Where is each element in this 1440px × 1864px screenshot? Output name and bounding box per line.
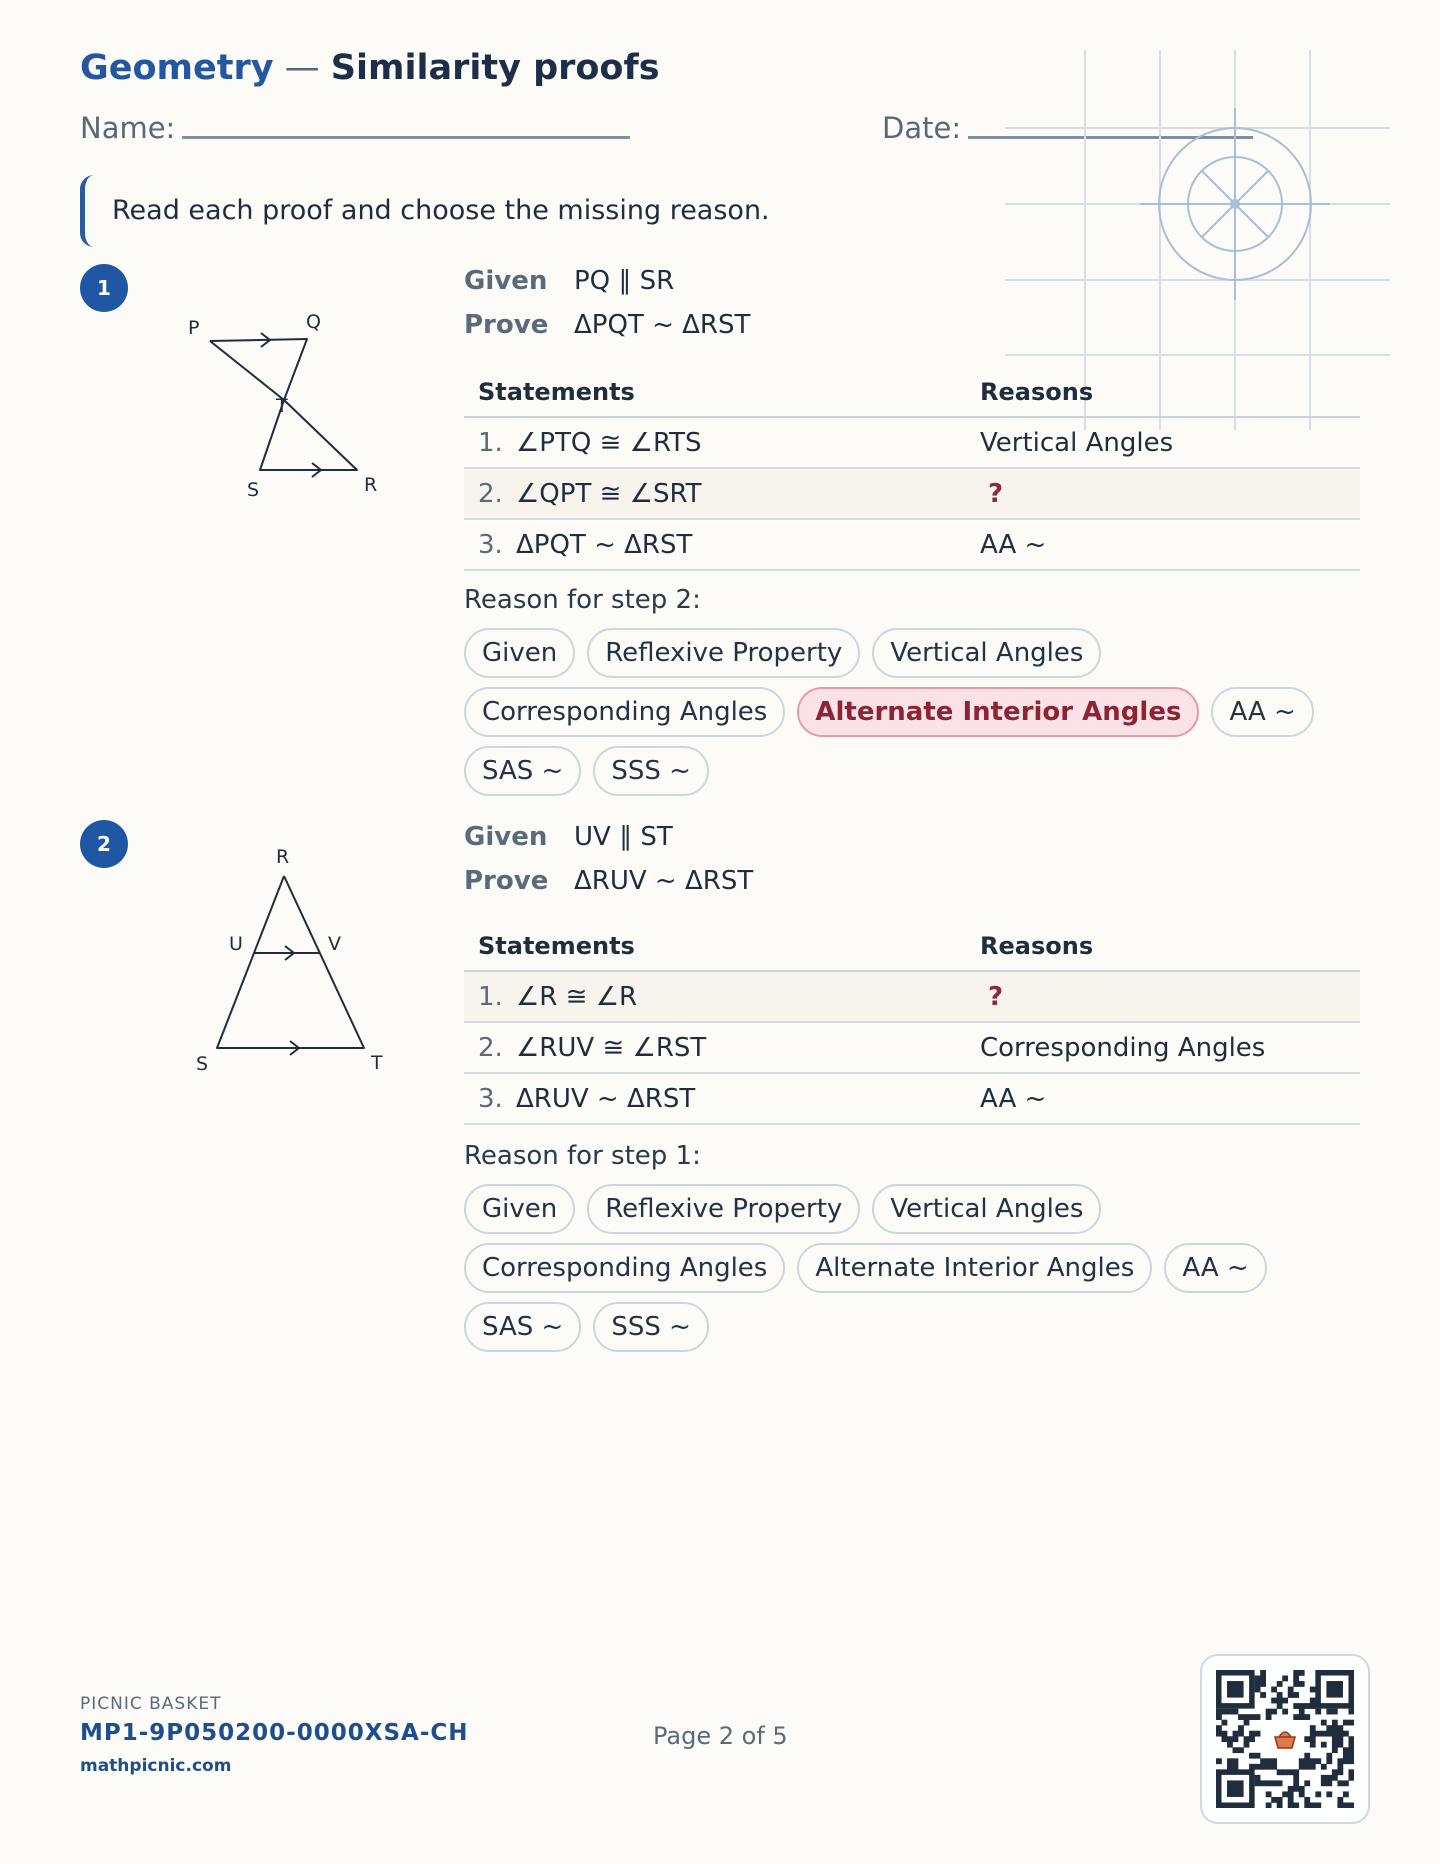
qr-code <box>1200 1654 1370 1824</box>
vertex-label-q: Q <box>306 311 321 333</box>
choice-sss-similarity[interactable]: SSS ~ <box>593 746 709 796</box>
page-title <box>80 48 660 88</box>
table-row <box>464 417 1360 468</box>
step-number: 2. <box>464 468 516 519</box>
step-number: 2. <box>464 1022 516 1073</box>
page-number: Page 2 of 5 <box>653 1722 788 1750</box>
proof-table <box>464 368 1360 571</box>
vertex-label-r: R <box>364 474 378 496</box>
subject-label: Geometry <box>80 48 274 88</box>
statement-cell: ΔPQT ~ ΔRST <box>516 519 966 570</box>
choice-vertical-angles[interactable]: Vertical Angles <box>872 1184 1101 1234</box>
table-row <box>464 468 1360 519</box>
choice-sas-similarity[interactable]: SAS ~ <box>464 1302 581 1352</box>
step-number: 3. <box>464 1073 516 1124</box>
figure-nested-triangles <box>180 838 410 1078</box>
choice-vertical-angles[interactable]: Vertical Angles <box>872 628 1101 678</box>
choice-list <box>464 628 1364 796</box>
vertex-label-s: S <box>196 1053 209 1075</box>
instructions-accent-bar <box>80 175 94 247</box>
table-row <box>464 971 1360 1022</box>
name-label: Name: <box>80 111 176 145</box>
prove-value: ΔPQT ~ ΔRST <box>574 310 751 340</box>
prove-line <box>464 866 753 896</box>
vertex-label-t: T <box>371 1052 383 1074</box>
choice-given[interactable]: Given <box>464 628 575 678</box>
given-line <box>464 266 674 296</box>
choice-aa-similarity[interactable]: AA ~ <box>1164 1243 1266 1293</box>
vertex-label-r: R <box>276 846 290 868</box>
vertex-label-u: U <box>229 933 243 955</box>
instructions-text: Read each proof and choose the missing reason. <box>112 195 770 226</box>
vertex-label-s: S <box>247 479 260 501</box>
title-dash: — <box>273 48 331 88</box>
statements-header: Statements <box>464 922 966 971</box>
reason-cell: Vertical Angles <box>966 417 1360 468</box>
given-value: PQ ∥ SR <box>574 266 675 296</box>
choice-sas-similarity[interactable]: SAS ~ <box>464 746 581 796</box>
prove-line <box>464 310 750 340</box>
reason-prompt: Reason for step 2: <box>464 585 701 615</box>
statements-header: Statements <box>464 368 966 417</box>
statement-cell: ∠RUV ≅ ∠RST <box>516 1022 966 1073</box>
given-value: UV ∥ ST <box>574 822 673 852</box>
vertex-label-p: P <box>188 317 200 339</box>
choice-corresponding-angles[interactable]: Corresponding Angles <box>464 687 785 737</box>
step-number: 1. <box>464 417 516 468</box>
statement-cell: ∠QPT ≅ ∠SRT <box>516 468 966 519</box>
footer-code: MP1-9P050200-0000XSA-CH <box>80 1720 469 1746</box>
statement-cell: ΔRUV ~ ΔRST <box>516 1073 966 1124</box>
statement-cell: ∠PTQ ≅ ∠RTS <box>516 417 966 468</box>
choice-corresponding-angles[interactable]: Corresponding Angles <box>464 1243 785 1293</box>
prove-label: Prove <box>464 866 549 896</box>
reason-cell: Corresponding Angles <box>966 1022 1360 1073</box>
choice-aa-similarity[interactable]: AA ~ <box>1211 687 1313 737</box>
proof-table <box>464 922 1360 1125</box>
reason-prompt: Reason for step 1: <box>464 1141 701 1171</box>
instructions-box <box>80 175 780 247</box>
prove-label: Prove <box>464 310 549 340</box>
missing-reason-cell <box>966 468 1360 519</box>
choice-list <box>464 1184 1364 1352</box>
choice-sss-similarity[interactable]: SSS ~ <box>593 1302 709 1352</box>
footer-brand: PICNIC BASKET <box>80 1694 222 1714</box>
step-number: 3. <box>464 519 516 570</box>
given-label: Given <box>464 822 548 852</box>
topic-label: Similarity proofs <box>330 48 660 88</box>
figure-bowtie-triangles <box>170 300 410 510</box>
reason-cell: AA ~ <box>966 1073 1360 1124</box>
choice-alternate-interior-angles[interactable]: Alternate Interior Angles <box>797 1243 1152 1293</box>
choice-reflexive-property[interactable]: Reflexive Property <box>587 1184 860 1234</box>
choice-given[interactable]: Given <box>464 1184 575 1234</box>
reasons-header: Reasons <box>966 922 1360 971</box>
name-line[interactable] <box>182 136 630 139</box>
choice-alternate-interior-angles-selected[interactable]: Alternate Interior Angles <box>797 687 1199 737</box>
statement-cell: ∠R ≅ ∠R <box>516 971 966 1022</box>
missing-reason-cell <box>966 971 1360 1022</box>
prove-value: ΔRUV ~ ΔRST <box>574 866 754 896</box>
footer-site-link[interactable]: mathpicnic.com <box>80 1756 232 1776</box>
vertex-label-t: T <box>276 395 288 417</box>
qr-code-icon <box>1216 1670 1354 1808</box>
table-row <box>464 1022 1360 1073</box>
table-row <box>464 1073 1360 1124</box>
given-label: Given <box>464 266 548 296</box>
step-number: 1. <box>464 971 516 1022</box>
missing-reason-mark: ? <box>988 478 1004 509</box>
missing-reason-mark: ? <box>988 981 1004 1012</box>
table-row <box>464 519 1360 570</box>
problem-number-badge: 1 <box>80 264 128 312</box>
date-label: Date: <box>882 111 962 145</box>
reason-cell: AA ~ <box>966 519 1360 570</box>
vertex-label-v: V <box>328 933 341 955</box>
problem-number-badge: 2 <box>80 820 128 868</box>
choice-reflexive-property[interactable]: Reflexive Property <box>587 628 860 678</box>
given-line <box>464 822 673 852</box>
reasons-header: Reasons <box>966 368 1360 417</box>
